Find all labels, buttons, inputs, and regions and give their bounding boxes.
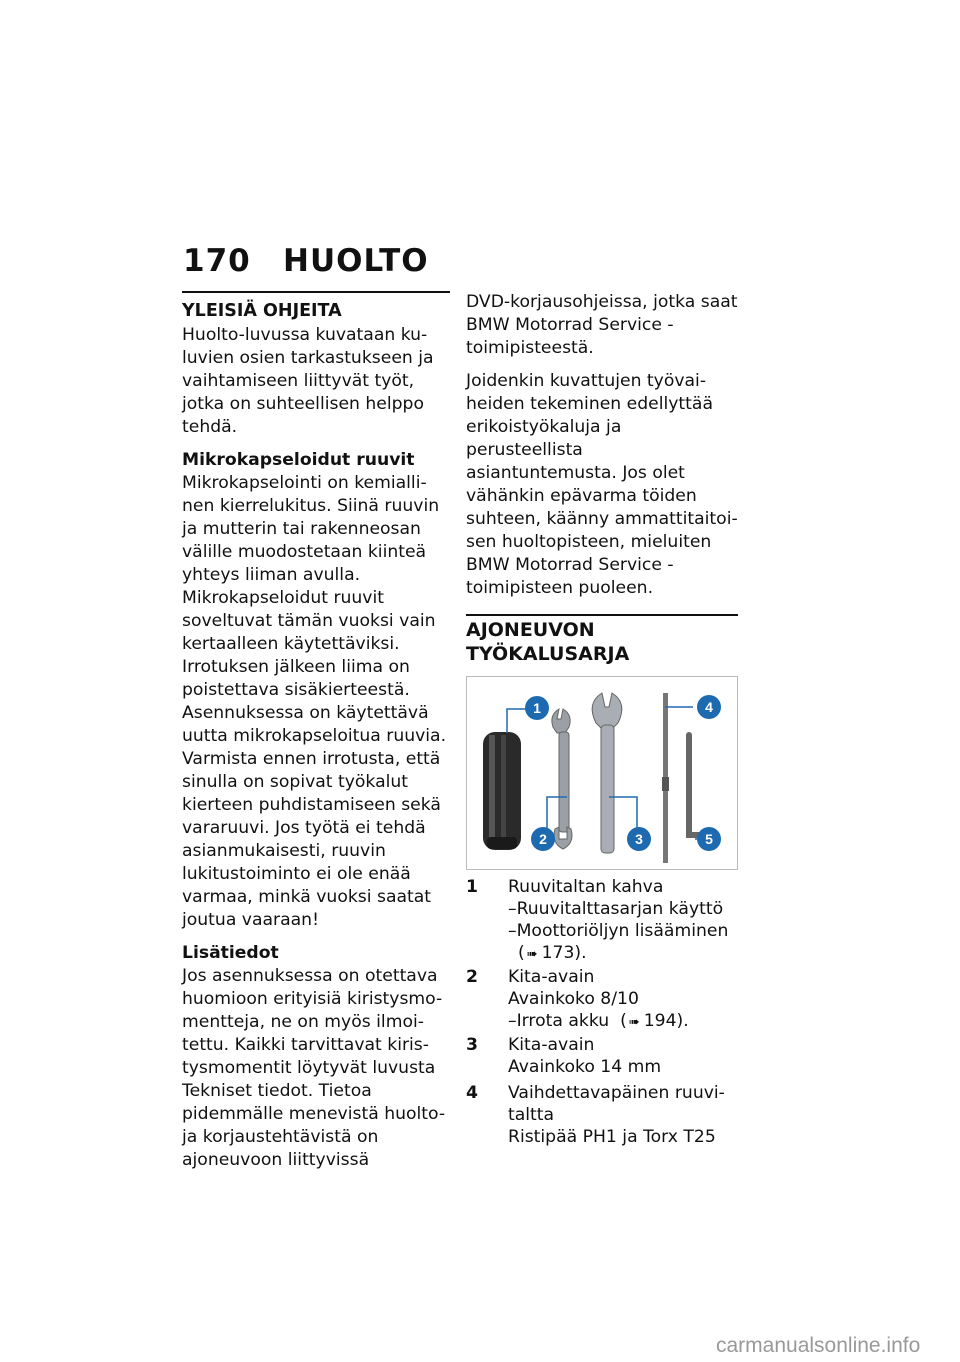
additional-info-text: Jos asennuksessa on otettava huomioon erityisiä kiristysmo-mentteja, ne on myös ilmoi-tettu. Kaikki tarvittavat kiris-tysmomentit löytyvät luvusta Tekniset tiedot. Tietoa pidemmälle menevistä huolto- ja korjaustehtävistä on ajoneuvoon liittyvissä: [182, 966, 446, 1170]
toolkit-figure: [466, 676, 738, 870]
toolkit-legend: [466, 876, 738, 1148]
continued-paragraph: DVD-korjausohjeissa, jotka saat BMW Motorrad Service -toimipisteestä.: [466, 292, 738, 358]
left-column: [182, 291, 450, 1182]
callout-5: 5: [697, 827, 721, 851]
right-column: [466, 291, 738, 1148]
toolkit-heading: AJONEUVON TYÖKALUSARJA: [466, 619, 630, 665]
callout-3: 3: [627, 827, 651, 851]
callout-4: 4: [697, 695, 721, 719]
page-header: [183, 243, 429, 279]
section-rule-2: [466, 614, 738, 616]
page-number: 170: [183, 243, 251, 279]
screwdriver-handle-illustration: [483, 732, 521, 850]
section-title: HUOLTO: [283, 243, 429, 279]
legend-item-4: 4 Vaihdettavapäinen ruuvi-taltta Ristipää PH1 ja Torx T25: [466, 1083, 725, 1147]
microencapsulated-screws-heading: Mikrokapseloidut ruuvit: [182, 450, 415, 470]
general-instructions-heading: YLEISIÄ OHJEITA: [182, 301, 342, 321]
legend-item-1: 1 Ruuvitaltan kahva –Ruuvitalttasarjan käyttö –Moottoriöljyn lisääminen ( ➠ 173).: [466, 876, 738, 966]
watermark: carmanualsonline.info: [716, 1334, 921, 1357]
section-rule: [182, 291, 450, 293]
legend-item-2: 2 Kita-avain Avainkoko 8/10 –Irrota akku ( ➠ 194).: [466, 966, 738, 1034]
intro-paragraph: Huolto-luvussa kuvataan ku-luvien osien tarkastukseen ja vaihtamiseen liittyvät työt, jotka on suhteellisen helppo tehdä.: [182, 325, 434, 437]
allen-key-illustration: [689, 735, 707, 835]
microencapsulated-screws-text: Mikrokapselointi on kemialli-nen kierrelukitus. Siinä ruuvin ja mutterin tai rakenneosan välille muodostetaan kiinteä yhteys liiman avulla. Mikrokapseloidut ruuvit soveltuvat tämän vuoksi vain kertaalleen käytettäviksi. Irrotuksen jälkeen liima on poistettava sisäkierteestä. Asennuksessa on käytettävä uutta mikrokapseloitua ruuvia. Varmista ennen irrotusta, että sinulla on sopivat työkalut kierteen puhdistamiseen sekä vararuuvi. Jos työtä ei tehdä asianmukaisesti, ruuvin lukitustoiminto ei ole enää varmaa, minkä vuoksi saatat joutua vaaraan!: [182, 473, 447, 930]
screwdriver-blade-illustration: [662, 693, 669, 863]
callout-2: 2: [531, 827, 555, 851]
wrench-14-illustration: [592, 693, 622, 853]
reference-arrow-icon: ➠: [526, 947, 538, 962]
additional-info-heading: Lisätiedot: [182, 943, 279, 963]
wrench-8-10-illustration: [552, 709, 572, 849]
callout-1: 1: [525, 696, 549, 720]
legend-item-3: 3 Kita-avain Avainkoko 14 mm: [466, 1035, 662, 1077]
reference-arrow-icon: ➠: [628, 1015, 640, 1030]
expertise-paragraph: Joidenkin kuvattujen työvai-heiden tekeminen edellyttää erikoistyökaluja ja perusteellista asiantuntemusta. Jos olet vähänkin epävarma töiden suhteen, käänny ammattitaitoi-sen huoltopisteen, mieluiten BMW Motorrad Service -toimipisteen puoleen.: [466, 371, 738, 598]
